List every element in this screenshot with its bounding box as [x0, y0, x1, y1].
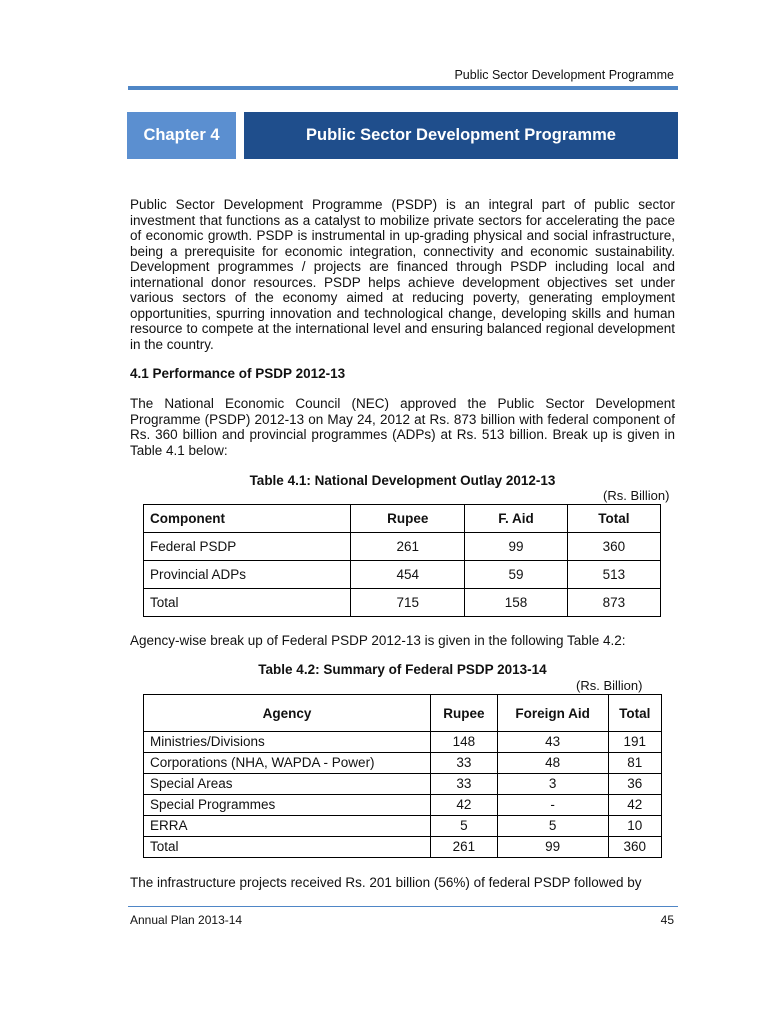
table-row: [144, 732, 662, 753]
table-header-cell: Rupee: [351, 505, 465, 533]
table-cell: Special Areas: [144, 774, 431, 795]
chapter-title: Public Sector Development Programme: [244, 112, 678, 159]
table-cell: 261: [351, 533, 465, 561]
table1-caption: Table 4.1: National Development Outlay 2012-13: [249, 473, 556, 488]
table-cell: 43: [497, 732, 608, 753]
table-cell: 158: [465, 589, 567, 617]
table-cell: 5: [431, 816, 498, 837]
table-cell: 5: [497, 816, 608, 837]
table-cell: 33: [431, 753, 498, 774]
table-cell: 99: [497, 837, 608, 858]
table-cell: Provincial ADPs: [144, 561, 351, 589]
table-cell: 48: [497, 753, 608, 774]
table-cell: -: [497, 795, 608, 816]
table-cell: 81: [608, 753, 661, 774]
table-header-cell: Agency: [144, 695, 431, 732]
table-cell: Corporations (NHA, WAPDA - Power): [144, 753, 431, 774]
table-header-cell: F. Aid: [465, 505, 567, 533]
chapter-label: Chapter 4: [127, 112, 236, 159]
table1-unit: (Rs. Billion): [603, 488, 670, 503]
table-row: [144, 795, 662, 816]
section-heading: 4.1 Performance of PSDP 2012-13: [130, 366, 346, 381]
table-header-cell: Rupee: [431, 695, 498, 732]
table1: [143, 504, 661, 617]
table-header-cell: Total: [608, 695, 661, 732]
table-cell: 99: [465, 533, 567, 561]
table-cell: 513: [567, 561, 660, 589]
table-cell: 33: [431, 774, 498, 795]
table-cell: Ministries/Divisions: [144, 732, 431, 753]
table-cell: 3: [497, 774, 608, 795]
table-row: [144, 774, 662, 795]
table-header-row: [144, 695, 662, 732]
table-cell: 454: [351, 561, 465, 589]
table-cell: 261: [431, 837, 498, 858]
table-row: [144, 816, 662, 837]
running-header: Public Sector Development Programme: [454, 68, 674, 82]
table-row: [144, 753, 662, 774]
section-paragraph: The National Economic Council (NEC) approved the Public Sector Development Programme (PSDP) 2012-13 on May 24, 2012 at Rs. 873 billion with federal component of Rs. 360 billion and provincial programmes (ADPs) at Rs. 513 billion. Break up is given in Table 4.1 below:: [130, 396, 675, 458]
table2-unit: (Rs. Billion): [576, 678, 643, 693]
table-total-row: [144, 837, 662, 858]
table-header-cell: Component: [144, 505, 351, 533]
table-cell: 59: [465, 561, 567, 589]
table-cell: Total: [144, 589, 351, 617]
table-cell: Total: [144, 837, 431, 858]
table-cell: 360: [567, 533, 660, 561]
table-cell: 873: [567, 589, 660, 617]
table-row: [144, 589, 661, 617]
closing-text: The infrastructure projects received Rs. 201 billion (56%) of federal PSDP followed by: [130, 875, 642, 890]
intro-paragraph: Public Sector Development Programme (PSDP) is an integral part of public sector investment that functions as a catalyst to mobilize private sectors for accelerating the pace of economic growth. PSDP is instrumental in up-grading physical and social infrastructure, being a prerequisite for economic integration, connectivity and economic sustainability. Development programmes / projects are financed through PSDP including local and international donor resources. PSDP helps achieve development objectives set under various sectors of the economy aimed at reducing poverty, generating employment opportunities, spurring innovation and technological change, developing skills and human resource to compete at the international level and ensuring balanced regional development in the country.: [130, 197, 675, 352]
footer-title: Annual Plan 2013-14: [130, 913, 243, 927]
table-header-row: [144, 505, 661, 533]
between-tables-text: Agency-wise break up of Federal PSDP 2012-13 is given in the following Table 4.2:: [130, 633, 626, 648]
table-cell: 148: [431, 732, 498, 753]
table2-caption: Table 4.2: Summary of Federal PSDP 2013-14: [258, 662, 547, 677]
table2: [143, 694, 662, 858]
table-cell: 42: [608, 795, 661, 816]
table-cell: 10: [608, 816, 661, 837]
header-rule: [128, 86, 678, 90]
table-cell: 36: [608, 774, 661, 795]
table-cell: 360: [608, 837, 661, 858]
table-cell: Special Programmes: [144, 795, 431, 816]
table-cell: 715: [351, 589, 465, 617]
table-cell: 191: [608, 732, 661, 753]
table-cell: 42: [431, 795, 498, 816]
table-cell: ERRA: [144, 816, 431, 837]
table-header-cell: Foreign Aid: [497, 695, 608, 732]
table-row: [144, 533, 661, 561]
table-cell: Federal PSDP: [144, 533, 351, 561]
page-number: 45: [660, 913, 674, 927]
table-header-cell: Total: [567, 505, 660, 533]
table-row: [144, 561, 661, 589]
footer-rule: [128, 906, 678, 907]
